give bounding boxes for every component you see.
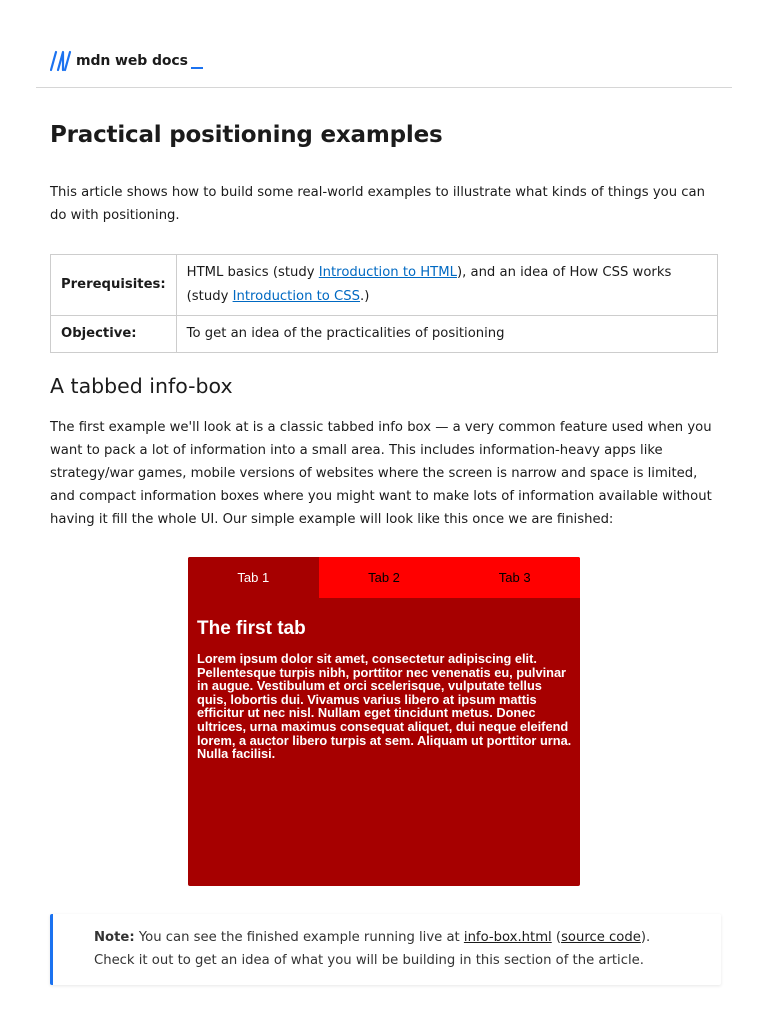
intro-to-css-link[interactable]: Introduction to CSS (232, 289, 361, 304)
tab-bar (188, 557, 580, 598)
tab-1[interactable]: Tab 1 (188, 557, 319, 598)
note-text (94, 926, 694, 972)
panel-title: The first tab (197, 618, 306, 639)
site-header (0, 0, 768, 88)
section-paragraph: The first example we'll look at is a classic tabbed info box — a very common feature used when you want to pack a lot of information into a small area. This includes information-heavy apps like strategy/war games, mobile versions of websites where the screen is narrow and space is limited, and compact information boxes where you might want to make lots of information available without having it fill the whole UI. Our simple example will look like this once we are finished: (50, 420, 712, 527)
section-heading: A tabbed info-box (50, 374, 233, 398)
prerequisites-value (176, 255, 717, 316)
objective-label: Objective: (51, 316, 177, 353)
tab-panel (188, 598, 580, 761)
mdn-logo-icon (50, 50, 72, 72)
note-text-3: ). Check it out to get an idea of what you will be building in this section of the article. (94, 930, 651, 968)
prereq-text-1: HTML basics (study (186, 265, 319, 280)
prerequisites-table (50, 254, 718, 353)
prerequisites-row (51, 255, 718, 316)
info-box-link[interactable]: info-box.html (463, 930, 552, 945)
prereq-text-3: .) (360, 289, 370, 304)
tab-3[interactable]: Tab 3 (449, 557, 580, 598)
intro-paragraph: This article shows how to build some real-world examples to illustrate what kinds of things you can do with positioning. (50, 185, 705, 223)
prereq-text-2: ), and an idea of How CSS works (study (186, 265, 672, 304)
note-callout (50, 914, 721, 985)
page-title: Practical positioning examples (50, 122, 443, 148)
tabbed-info-box-example (188, 557, 580, 886)
note-label: Note: (94, 930, 135, 945)
logo-text: mdn web docs (76, 53, 188, 69)
panel-text: Lorem ipsum dolor sit amet, consectetur adipiscing elit. Pellentesque turpis nibh, porttitor nec venenatis eu, pulvinar in augue. Vestibulum et orci scelerisque, vulputate tellus quis, lobortis dui. Vivamus varius libero at ipsum mattis efficitur ut nec nisl. Nullam eget tincidunt metus. Donec ultrices, urna maximus consequat aliquet, dui neque eleifend lorem, a auctor libero turpis at sem. Aliquam ut porttitor urna. Nulla facilisi. (197, 651, 572, 762)
note-text-1: You can see the finished example running live at (134, 930, 464, 945)
objective-row (51, 316, 718, 353)
note-text-2: ( (551, 930, 562, 945)
source-code-link[interactable]: source code (561, 930, 641, 945)
objective-value: To get an idea of the practicalities of positioning (176, 316, 717, 353)
prerequisites-label: Prerequisites: (51, 255, 177, 316)
header-divider (36, 87, 732, 88)
mdn-logo[interactable] (50, 50, 203, 72)
logo-cursor (191, 67, 203, 69)
intro-to-html-link[interactable]: Introduction to HTML (318, 265, 457, 280)
tab-2[interactable]: Tab 2 (319, 557, 450, 598)
